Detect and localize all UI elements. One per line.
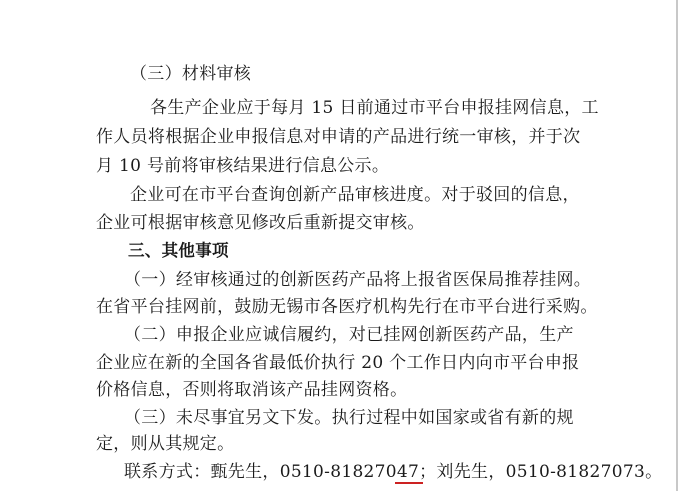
paragraph-line: （二）申报企业应诚信履约，对已挂网创新医药产品，生产 <box>124 325 574 345</box>
paragraph-line: 作人员将根据企业申报信息对申请的产品进行统一审核，并于次 <box>96 127 581 147</box>
section-heading-material-review: （三）材料审核 <box>130 64 252 84</box>
paragraph-line: 各生产企业应于每月 15 日前通过市平台申报挂网信息，工 <box>150 98 599 118</box>
contact-line: 联系方式：甄先生，0510-81827047；刘先生，0510-81827073。 <box>124 462 663 482</box>
paragraph-line: 企业可在市平台查询创新产品审核进度。对于驳回的信息， <box>130 185 580 205</box>
section-heading-other-matters: 三、其他事项 <box>128 241 229 260</box>
paragraph-line: 价格信息，否则将取消该产品挂网资格。 <box>96 380 408 400</box>
paragraph-line: （一）经审核通过的创新医药产品将上报省医保局推荐挂网。 <box>124 270 592 290</box>
paragraph-line: 企业可根据审核意见修改后重新提交审核。 <box>96 213 425 233</box>
page-edge-divider <box>676 0 678 491</box>
paragraph-line: 企业应在新的全国各省最低价执行 20 个工作日内向市平台申报 <box>96 353 580 373</box>
paragraph-line: （三）未尽事宜另文下发。执行过程中如国家或省有新的规 <box>124 408 574 428</box>
paragraph-line: 在省平台挂网前，鼓励无锡市各医疗机构先行在市平台进行采购。 <box>96 297 598 317</box>
spellcheck-underline-mark <box>395 482 423 484</box>
paragraph-line: 定，则从其规定。 <box>96 434 235 454</box>
paragraph-line: 月 10 号前将审核结果进行信息公示。 <box>96 156 390 176</box>
